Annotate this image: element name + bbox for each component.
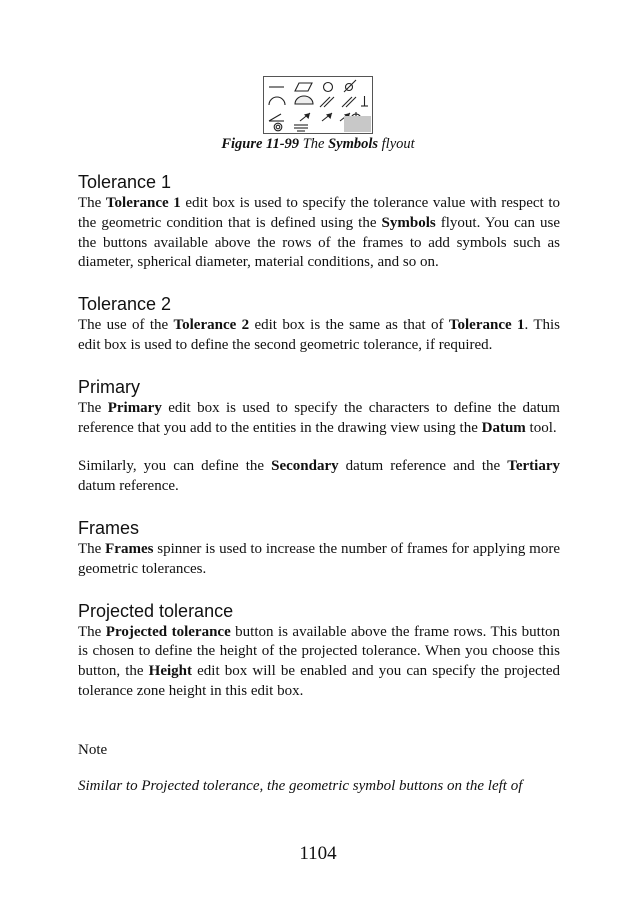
- paragraph: The use of the Tolerance 2 edit box is the same as that of Tolerance 1. This edit box is used to define the second geometric tolerance, if required.: [78, 317, 560, 353]
- section-heading: Projected tolerance: [78, 600, 234, 621]
- section-heading: Frames: [78, 517, 140, 538]
- section-projected-tolerance: [78, 599, 560, 702]
- section-tolerance-2: [78, 292, 560, 356]
- section-heading: Primary: [78, 376, 140, 397]
- paragraph: The Frames spinner is used to increase the number of frames for applying more geometric tolerances.: [78, 540, 560, 577]
- page-body: [78, 170, 560, 796]
- paragraph: The Primary edit box is used to specify the characters to define the datum reference that you add to the entities in the drawing view using the Datum tool.: [78, 399, 560, 436]
- section-heading: Tolerance 1: [78, 172, 172, 192]
- section-frames: [78, 516, 560, 580]
- figure-caption: Figure 11-99 The Symbols flyout: [221, 136, 415, 152]
- page-number: 1104: [299, 843, 337, 864]
- section-primary: [78, 375, 560, 497]
- section-heading: Tolerance 2: [78, 294, 172, 315]
- paragraph: The Projected tolerance button is available above the frame rows. This button is chosen to define the height of the projected tolerance. When you choose this button, the Height edit box will be enabled and you can specify the projected tolerance zone height in this edit box.: [78, 623, 561, 699]
- section-tolerance-1: [78, 170, 560, 273]
- paragraph: The Tolerance 1 edit box is used to specify the tolerance value with respect to the geometric condition that is defined using the Symbols flyout. You can use the buttons available above the rows of the frames to add symbols such as diameter, spherical diameter, material conditions, and so on.: [78, 195, 560, 271]
- figure-number: Figure 11-99: [221, 136, 300, 152]
- note-text: Similar to Projected tolerance, the geometric symbol buttons on the left of: [78, 777, 523, 794]
- symbols-flyout-icon: [264, 77, 372, 133]
- note-label: Note: [78, 741, 108, 758]
- symbols-flyout-figure: [263, 76, 373, 134]
- paragraph: Similarly, you can define the Secondary datum reference and the Tertiary datum reference.: [78, 458, 560, 495]
